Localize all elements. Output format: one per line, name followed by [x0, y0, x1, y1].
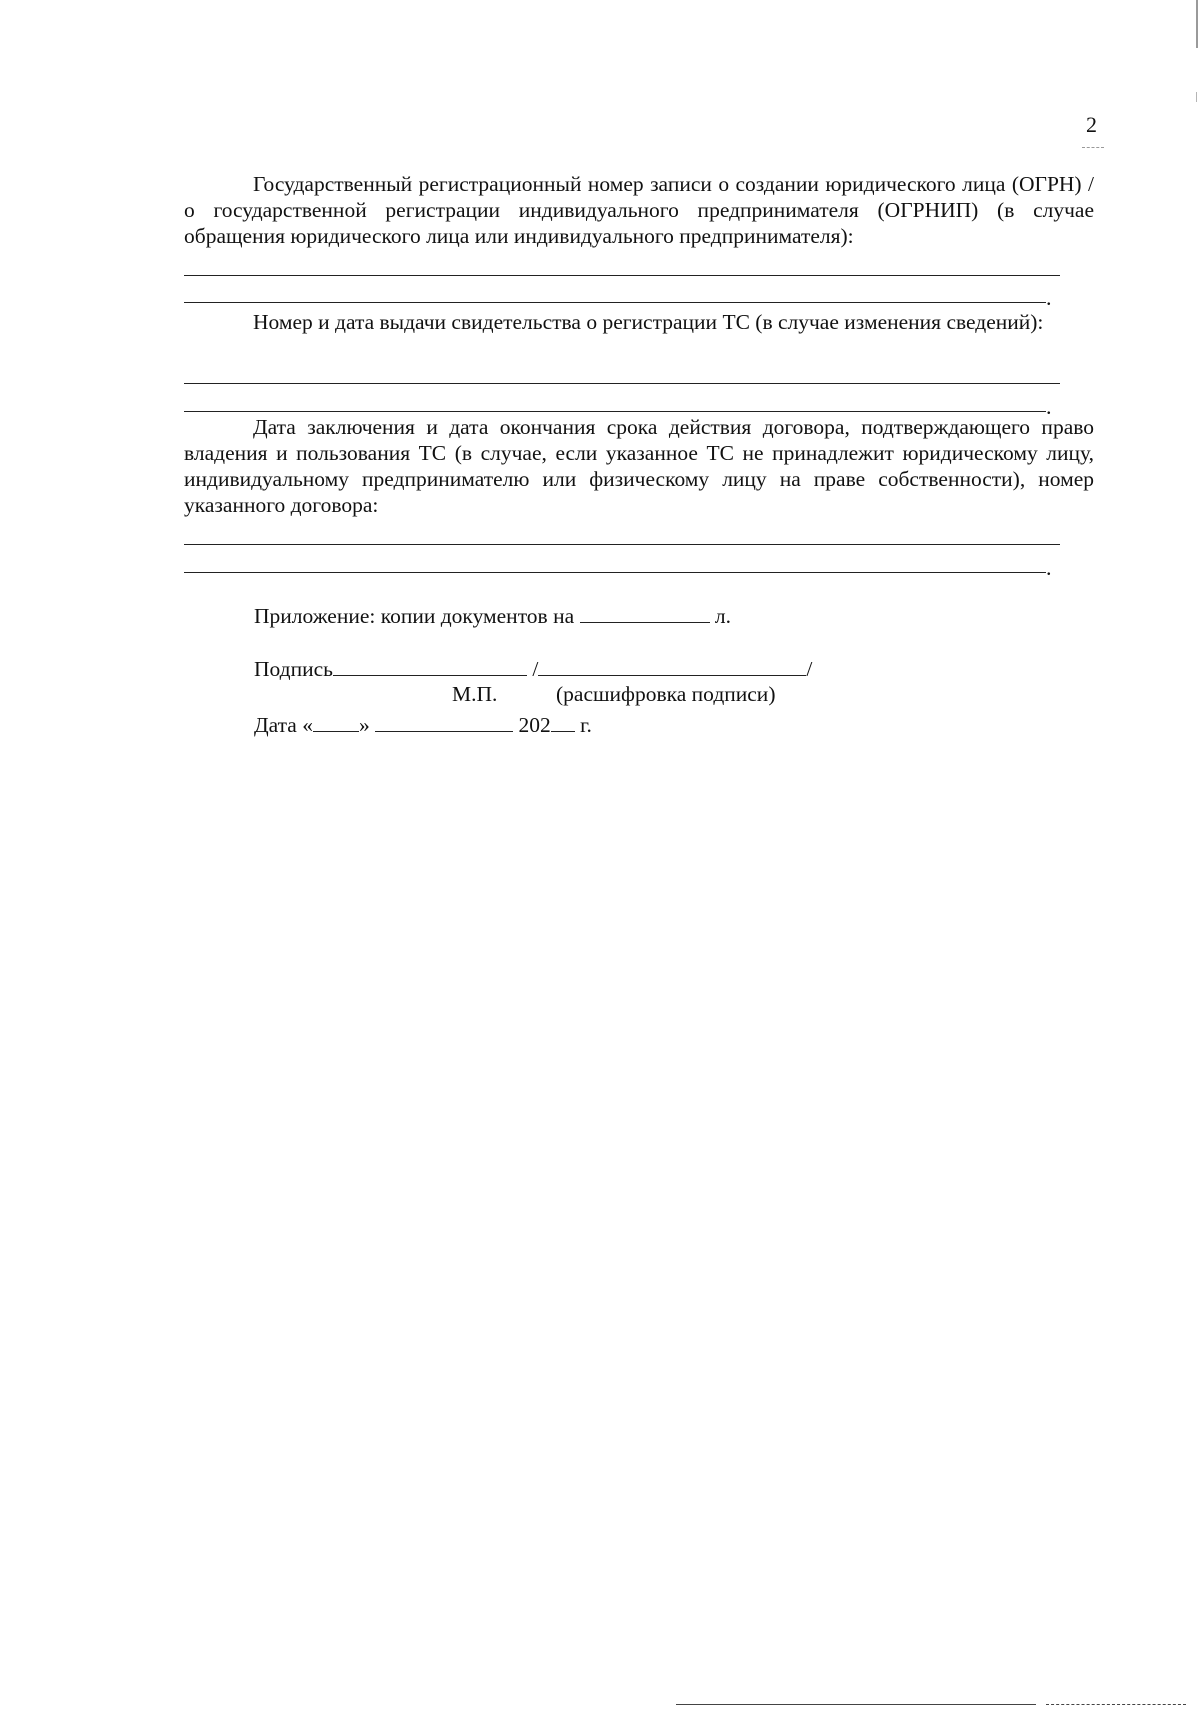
signature-end-slash: /: [806, 657, 813, 681]
date-line: [254, 711, 592, 738]
contract-fill-line-2[interactable]: [184, 572, 1046, 573]
page-number: 2: [1086, 112, 1097, 137]
certificate-fill-line-1[interactable]: [184, 383, 1060, 384]
certificate-fill-line-2[interactable]: [184, 411, 1046, 412]
page-number-underline: [1082, 147, 1104, 148]
line-end-dot: .: [1046, 555, 1052, 580]
stamp-label: М.П.: [452, 682, 498, 706]
date-year-field[interactable]: [551, 711, 575, 732]
signature-decoding-field[interactable]: [538, 655, 806, 676]
paragraph-ogrn: Государственный регистрационный номер записи о создании юридического лица (ОГРН) / о государственной регистрации индивидуального предпринимателя (ОГРНИП) (в случае обращения юридического лица или индивидуального предпринимателя):: [184, 172, 1094, 248]
date-month-field[interactable]: [375, 711, 513, 732]
line-end-dot: .: [1046, 285, 1052, 310]
signature-separator: /: [532, 657, 539, 681]
attachment-pages-field[interactable]: [580, 602, 710, 623]
date-year-suffix: г.: [580, 713, 592, 737]
signature-label: Подпись: [254, 657, 333, 681]
signature-decoding-label: (расшифровка подписи): [556, 682, 776, 706]
date-day-field[interactable]: [313, 711, 359, 732]
date-quote-close: »: [358, 713, 370, 737]
attachment-line: [254, 602, 731, 629]
scan-edge-mark: [1196, 0, 1198, 48]
signature-field[interactable]: [333, 655, 527, 676]
scan-bottom-rule: [676, 1704, 1036, 1705]
date-label: Дата «: [254, 713, 313, 737]
scan-edge-mark: [1196, 92, 1197, 102]
signature-line: [254, 655, 812, 682]
paragraph-certificate: Номер и дата выдачи свидетельства о регистрации ТС (в случае изменения сведений):: [253, 310, 1044, 334]
line-end-dot: .: [1046, 394, 1052, 419]
attachment-suffix: л.: [714, 604, 731, 628]
date-year-prefix: 202: [518, 713, 551, 737]
ogrn-fill-line-1[interactable]: [184, 275, 1060, 276]
contract-fill-line-1[interactable]: [184, 544, 1060, 545]
attachment-prefix: Приложение: копии документов на: [254, 604, 575, 628]
paragraph-contract: Дата заключения и дата окончания срока действия договора, подтверждающего право владения и пользования ТС (в случае, если указанное ТС не принадлежит юридическому лицу, индивидуальному предпринимателю или физическому лицу на праве собственности), номер указанного договора:: [184, 415, 1094, 517]
scan-bottom-rule: [1046, 1704, 1186, 1705]
ogrn-fill-line-2[interactable]: [184, 302, 1046, 303]
